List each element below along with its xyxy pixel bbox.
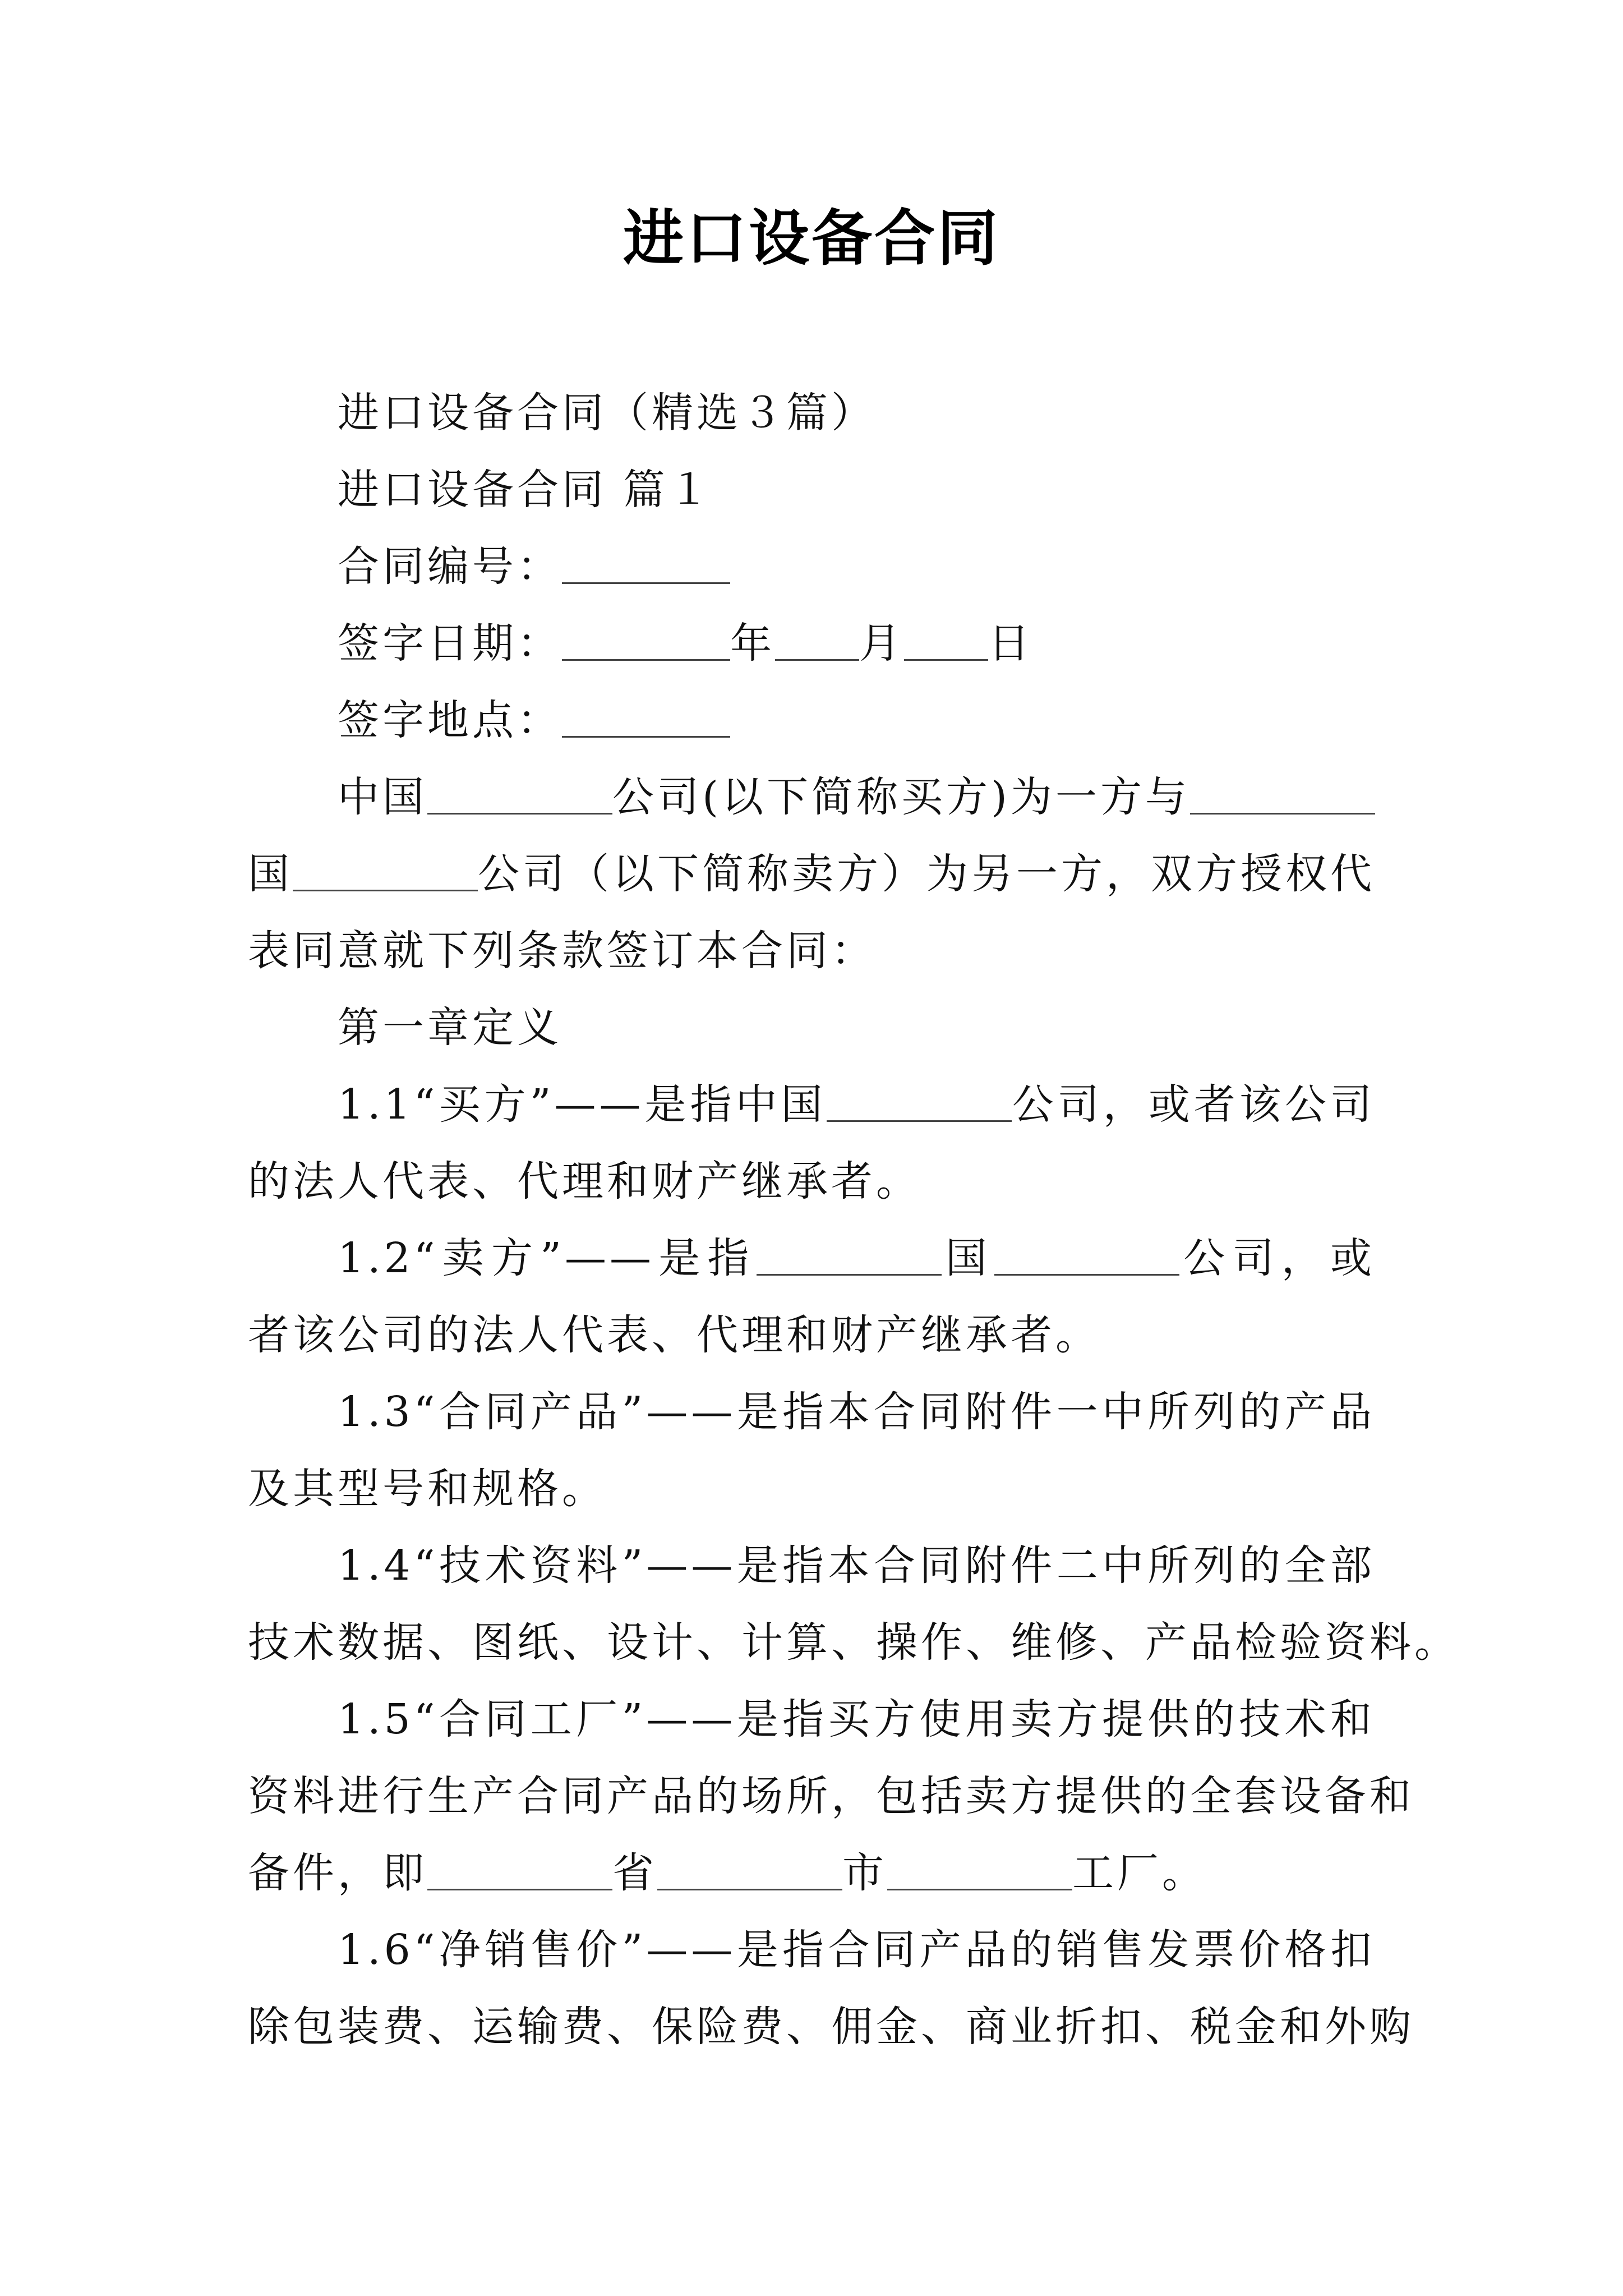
clause-1-4-line-2: 技术数据、图纸、设计、计算、操作、维修、产品检验资料。 — [248, 1618, 1459, 1667]
sign-place-blank — [562, 694, 730, 738]
parties-text: 公司（以下简称卖方）为另一方，双方授权代 — [478, 850, 1375, 898]
clause-text: 公司，或 — [1179, 1234, 1376, 1282]
contract-number-label: 合同编号： — [338, 542, 562, 591]
contract-number-line — [248, 528, 1375, 605]
clause-text: 1.2“卖方”——是指 — [338, 1234, 757, 1282]
clause-1-3-line-1: 1.3“合同产品”——是指本合同附件一中所列的产品 — [338, 1388, 1375, 1436]
clause-blank — [757, 1232, 942, 1276]
clause-1-5-line-3 — [248, 1835, 1375, 1912]
clause-blank — [994, 1232, 1179, 1276]
parties-text: 公司(以下简称买方)为一方与 — [612, 773, 1190, 821]
clause-text: 备件，即 — [248, 1849, 427, 1897]
seller-company-blank — [293, 848, 478, 891]
sign-month-blank — [775, 618, 859, 661]
clause-text: 省 — [612, 1849, 657, 1897]
buyer-company-blank — [427, 771, 612, 815]
sign-year-blank — [562, 618, 730, 661]
day-label: 日 — [988, 619, 1033, 668]
clause-1-6-line-1: 1.6“净销售价”——是指合同产品的销售发票价格扣 — [338, 1926, 1375, 1974]
clause-1-2-line-2: 者该公司的法人代表、代理和财产继承者。 — [248, 1311, 1100, 1359]
parties-line-2 — [248, 836, 1375, 913]
clause-text: 工厂。 — [1072, 1849, 1207, 1897]
sign-date-label: 签字日期： — [338, 619, 562, 668]
document-body — [248, 375, 1459, 2065]
city-blank — [657, 1847, 842, 1890]
parties-text: 国 — [248, 850, 293, 898]
clause-text: 市 — [842, 1849, 887, 1897]
clause-1-5-line-1: 1.5“合同工厂”——是指买方使用卖方提供的技术和 — [338, 1695, 1375, 1743]
clause-1-6-line-2: 除包装费、运输费、保险费、佣金、商业折扣、税金和外购 — [248, 2003, 1414, 2051]
factory-blank — [887, 1847, 1072, 1890]
contract-number-blank — [562, 541, 730, 584]
sign-day-blank — [904, 618, 988, 661]
chapter-heading: 第一章定义 — [338, 1004, 562, 1052]
clause-1-1-line-1 — [248, 1066, 1375, 1143]
seller-country-blank — [1190, 771, 1375, 815]
clause-text: 国 — [941, 1234, 995, 1282]
year-label: 年 — [730, 619, 775, 668]
collection-title: 进口设备合同（精选３篇） — [338, 389, 876, 437]
sign-place-line — [248, 682, 1375, 759]
parties-line-1 — [248, 759, 1375, 836]
clause-1-4-line-1: 1.4“技术资料”——是指本合同附件二中所列的全部 — [338, 1542, 1375, 1590]
clause-1-5-line-2: 资料进行生产合同产品的场所，包括卖方提供的全套设备和 — [248, 1772, 1414, 1820]
sign-date-line — [248, 605, 1375, 682]
parties-line-3: 表同意就下列条款签订本合同： — [248, 927, 876, 975]
document-title: 进口设备合同 — [623, 203, 1000, 274]
clause-1-3-line-2: 及其型号和规格。 — [248, 1465, 607, 1513]
clause-1-1-line-2: 的法人代表、代理和财产继承者。 — [248, 1157, 921, 1205]
month-label: 月 — [859, 619, 904, 668]
clause-text: 1.1“买方”——是指中国 — [338, 1080, 827, 1129]
clause-text: 公司，或者该公司 — [1011, 1080, 1375, 1129]
sign-place-label: 签字地点： — [338, 696, 562, 744]
province-blank — [427, 1847, 612, 1890]
parties-text: 中国 — [338, 773, 428, 821]
clause-1-2-line-1 — [248, 1220, 1375, 1297]
part-heading: 进口设备合同 篇１ — [338, 466, 713, 514]
clause-blank — [827, 1079, 1012, 1122]
